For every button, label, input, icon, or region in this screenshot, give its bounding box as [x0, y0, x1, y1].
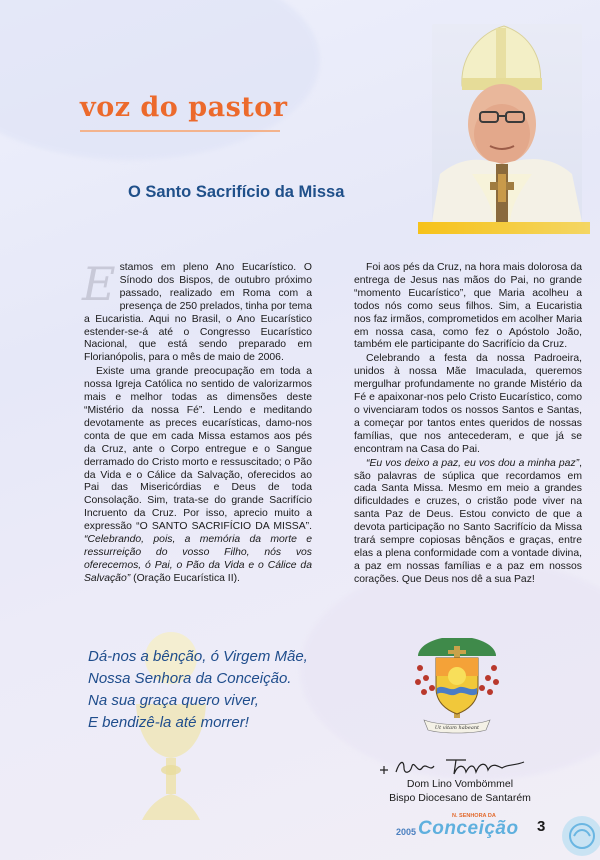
- page-number: 3: [537, 818, 546, 835]
- prayer-line: Nossa Senhora da Conceição.: [88, 670, 292, 687]
- accent-strip: [418, 222, 590, 234]
- author-name: Dom Lino Vombömmel: [406, 778, 514, 790]
- background-swash: [0, 0, 320, 160]
- article-column-left: [82, 257, 312, 587]
- signature-block: [380, 777, 540, 805]
- prayer-verse: [88, 646, 308, 734]
- drop-cap: E: [82, 257, 116, 311]
- paragraph: [84, 366, 312, 585]
- author-title: Bispo Diocesano de Santarém: [389, 792, 531, 804]
- paragraph-text: , são palavras de súplica que recordamos em cada Santa Missa. Mesmo em meio a grandes dificuldades e cruzes, o cristão pode viver na santa Paz de Deus. Estou convicto de que a devota participação no Santo Sacrifício da Missa trará sempre copiosas bênçãos e graças, entre elas a plena conformidade com a vontade divina, a paz em nossas famílias e a paz em nossos corações. Que Deus nos dê a sua Paz!: [354, 457, 582, 585]
- quote-source: (Oração Eucarística II).: [130, 572, 240, 584]
- prayer-line: Na sua graça quero viver,: [88, 692, 259, 709]
- coat-of-arms-motto: Ut vitam habeant: [434, 725, 480, 731]
- prayer-line: E bendizê-la até morrer!: [88, 714, 249, 731]
- prayer-line: Dá-nos a bênção, ó Virgem Mãe,: [88, 648, 308, 665]
- paragraph: Foi aos pés da Cruz, na hora mais dolorosa da entrega de Jesus nas mãos do Pai, no grande “momento Eucarístico”, que Maria acolheu a todos nós como seus filhos. Sim, a Eucaristia nos faz irmãos, comprometidos em acolher Maria em nossa casa, como fez o Apóstolo João, também ele participante do Sacrifício da Cruz.: [354, 262, 583, 351]
- quote-text: “Celebrando, pois, a memória da morte e ressurreição do vosso Filho, nós vos oferecemos, ó Pai, o Pão da Vida e o Cálice da Salvação”: [84, 534, 312, 584]
- footer-year: 2005: [396, 827, 417, 837]
- paragraph-text: Existe uma grande preocupação em toda a nossa Igreja Católica no sentido de valorizarmos mais e melhor todas as dimensões deste “Mistério da nossa Fé”. Lendo e meditando devotamente as preces eucarísticas, damo-nos conta de que em cada Missa estamos aos pés da Cruz, ante o Corpo entregue e o Sangue derramado do Cristo morto e ressuscitado; o Pão da Vida e o Cálice da Salvação, oferecidos ao Pai das Misericórdias e Deus de toda Consolação. Sim, trata-se do grande Sacrifício Incruento da Cruz. Por isso, aprecio muito a expressão “O SANTO SACRIFÍCIO DA MISSA”.: [84, 366, 312, 533]
- paragraph: [354, 458, 582, 587]
- title-underline: [80, 130, 280, 132]
- footer-tagline: N. SENHORA DA: [452, 813, 496, 819]
- article-title: O Santo Sacrifício da Missa: [128, 183, 345, 201]
- handwritten-signature: [374, 752, 534, 780]
- paragraph: stamos em pleno Ano Eucarístico. O Sínodo dos Bispos, de outubro próximo passado, realizado em Roma com a presença de 250 prelados, tinha por tema a Eucaristia. Aqui no Brasil, o Ano Eucarístico estender-se-á até o Congresso Eucarístico Nacional, que está sendo preparado em Florianópolis, para o mês de maio de 2006.: [84, 262, 312, 364]
- magazine-logo: Conceição: [418, 818, 519, 839]
- corner-emblem-icon: [552, 806, 600, 860]
- article-column-right: [354, 262, 582, 588]
- quote-text: “Eu vos deixo a paz, eu vos dou a minha paz”: [366, 457, 580, 469]
- bishop-photo: [432, 24, 582, 222]
- section-title: voz do pastor: [80, 92, 288, 123]
- paragraph: Celebrando a festa da nossa Padroeira, unidos à nossa Mãe Imaculada, queremos mergulhar profundamente no grande Mistério da Fé e apaixonar-nos pelo Cristo Eucarístico, como o vivenciaram todos os nossos Santos e Santas, a começar por tantos entes queridos de nossas famílias, que nos antecederam, e que já se encontram na Casa do Pai.: [354, 353, 582, 455]
- coat-of-arms-icon: [412, 636, 502, 736]
